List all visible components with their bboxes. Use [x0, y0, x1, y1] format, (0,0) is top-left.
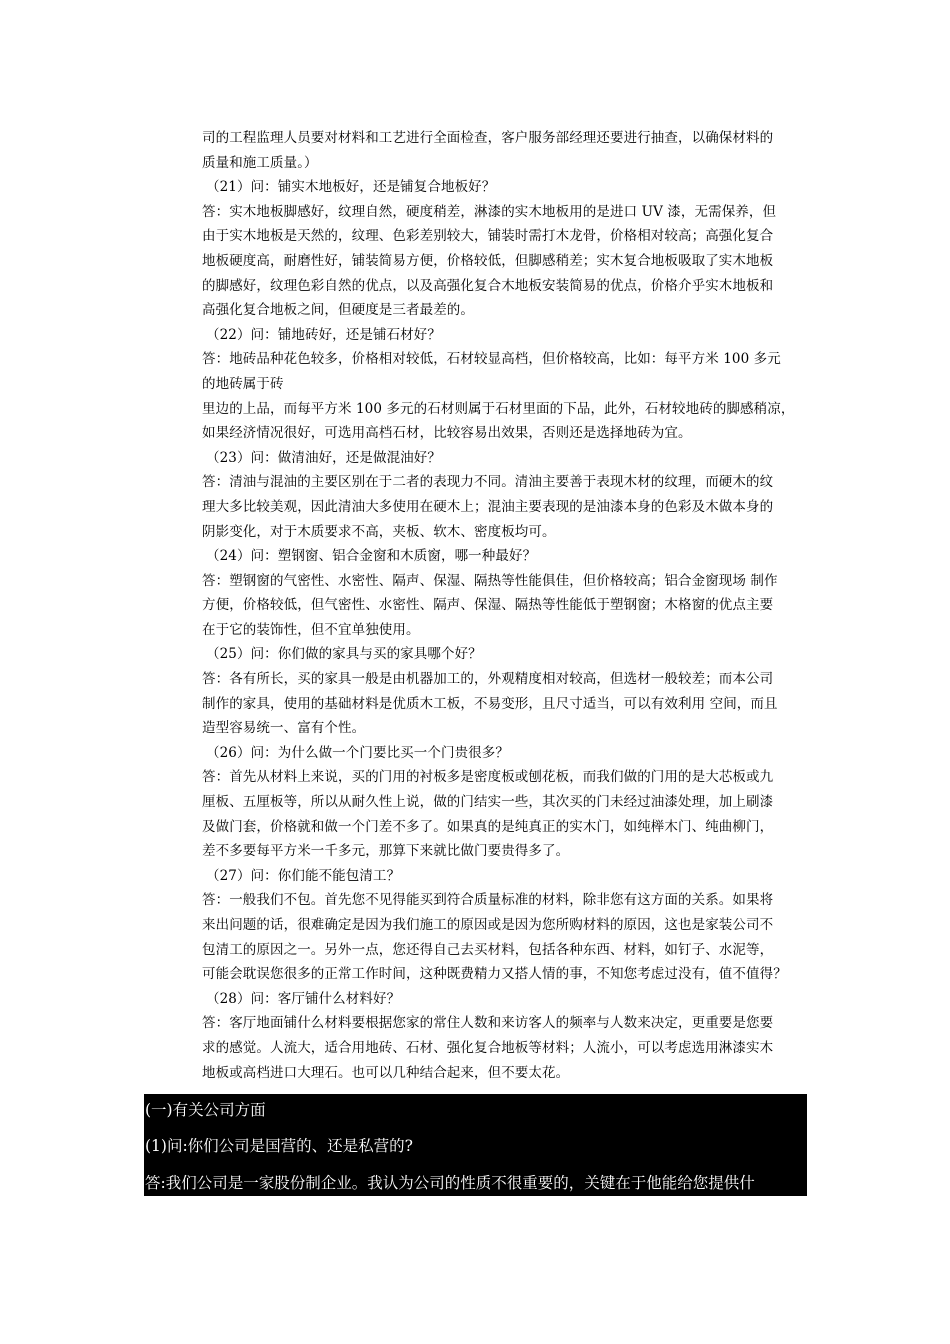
question-line: （24）问：塑钢窗、铝合金窗和木质窗，哪一种最好？	[206, 548, 537, 565]
answer-text-line: 答：地砖品种花色较多，价格相对较低，石材较显高档，但价格较高，比如：每平方米 100 多元	[202, 351, 781, 368]
answer-text-line: 质量和施工质量。）	[202, 154, 318, 171]
answer-text-line: 由于实木地板是天然的，纹理、色彩差别较大，铺装时需打木龙骨，价格相对较高；高强化复合	[202, 228, 774, 245]
answer-text-line: 可能会耽误您很多的正常工作时间，这种既费精力又搭人情的事，不知您考虑过没有，值不值得？	[202, 966, 787, 983]
answer-text-line: 答：首先从材料上来说，买的门用的衬板多是密度板或刨花板，而我们做的门用的是大芯板或九	[202, 769, 774, 786]
answer-text-line: 地板或高档进口大理石。也可以几种结合起来，但不要太花。	[202, 1064, 570, 1081]
question-line: （26）问：为什么做一个门要比买一个门贵很多？	[206, 744, 509, 761]
document-body	[202, 126, 812, 1085]
answer-text-line: 答：各有所长，买的家具一般是由机器加工的，外观精度相对较高，但选材一般较差；而本公司	[202, 671, 774, 688]
question-line: （21）问：铺实木地板好，还是铺复合地板好？	[206, 179, 496, 196]
answer-text-line: 的脚感好，纹理色彩自然的优点，以及高强化复合木地板安装简易的优点，价格介乎实木地板和	[202, 277, 774, 294]
answer-text-line: 如果经济情况很好，可选用高档石材，比较容易出效果，否则还是选择地砖为宜。	[202, 425, 692, 442]
section-answer: 答:我们公司是一家股份制企业。我认为公司的性质不很重要的，关键在于他能给您提供什	[145, 1174, 755, 1192]
answer-text-line: 高强化复合地板之间，但硬度是三者最差的。	[202, 302, 474, 319]
answer-text-line: 地板硬度高，耐磨性好，铺装简易方便，价格较低，但脚感稍差；实木复合地板吸取了实木地板	[202, 252, 774, 269]
answer-text-line: 来出问题的话，很难确定是因为我们施工的原因或是因为您所购材料的原因，这也是家装公司不	[202, 917, 774, 933]
highlighted-section	[144, 1094, 807, 1196]
answer-text-line: 理大多比较美观，因此清油大多使用在硬木上；混油主要表现的是油漆本身的色彩及木做本身的	[202, 498, 774, 515]
answer-text-line: 求的感觉。人流大，适合用地砖、石材、强化复合地板等材料；人流小，可以考虑选用淋漆实木	[202, 1039, 774, 1056]
answer-text-line: 阴影变化，对于木质要求不高，夹板、软木、密度板均可。	[202, 523, 556, 540]
answer-text-line: 的地砖属于砖	[202, 375, 284, 392]
question-line: （27）问：你们能不能包清工？	[206, 867, 401, 884]
answer-text-line: 方便，价格较低，但气密性、水密性、隔声、保湿、隔热等性能低于塑钢窗；木格窗的优点主要	[202, 597, 774, 614]
answer-text-line: 在于它的装饰性，但不宜单独使用。	[202, 621, 420, 638]
answer-text-line: 答：客厅地面铺什么材料要根据您家的常住人数和来访客人的频率与人数来决定，更重要是您要	[202, 1015, 774, 1032]
question-line: （25）问：你们做的家具与买的家具哪个好？	[206, 646, 482, 663]
answer-text-line: 差不多要每平方米一千多元，那算下来就比做门要贵得多了。	[202, 843, 570, 860]
answer-text-line: 答：塑钢窗的气密性、水密性、隔声、保湿、隔热等性能俱佳，但价格较高；铝合金窗现场 制作	[202, 572, 778, 589]
answer-text-line: 答：清油与混油的主要区别在于二者的表现力不同。清油主要善于表现木材的纹理，而硬木的纹	[202, 474, 774, 491]
answer-text-line: 造型容易统一、富有个性。	[202, 720, 366, 737]
section-question: (1)问:你们公司是国营的、还是私营的?	[145, 1137, 413, 1155]
answer-text-line: 里边的上品，而每平方米 100 多元的石材则属于石材里面的下品，此外，石材较地砖的脚感稍凉，	[202, 400, 795, 417]
question-line: （22）问：铺地砖好，还是铺石材好？	[206, 326, 441, 343]
section-heading: (一)有关公司方面	[145, 1101, 266, 1119]
question-line: （23）问：做清油好，还是做混油好？	[206, 449, 441, 466]
answer-text-line: 包清工的原因之一。另外一点，您还得自己去买材料，包括各种东西、材料，如钉子、水泥等，	[202, 941, 774, 958]
answer-text-line: 制作的家具，使用的基础材料是优质木工板，不易变形，且尺寸适当，可以有效利用 空间，而且	[202, 695, 778, 712]
question-line: （28）问：客厅铺什么材料好？	[206, 990, 401, 1007]
answer-text-line: 司的工程监理人员要对材料和工艺进行全面检查，客户服务部经理还要进行抽查，以确保材料的	[202, 130, 774, 146]
answer-text-line: 答：实木地板脚感好，纹理自然，硬度稍差，淋漆的实木地板用的是进口 UV 漆，无需保养，但	[202, 203, 777, 220]
answer-text-line: 厘板、五厘板等，所以从耐久性上说，做的门结实一些，其次买的门未经过油漆处理，加上刷漆	[202, 794, 774, 811]
answer-text-line: 及做门套，价格就和做一个门差不多了。如果真的是纯真正的实木门，如纯榉木门、纯曲柳门，	[202, 818, 774, 835]
answer-text-line: 答：一般我们不包。首先您不见得能买到符合质量标准的材料，除非您有这方面的关系。如果将	[202, 892, 774, 909]
